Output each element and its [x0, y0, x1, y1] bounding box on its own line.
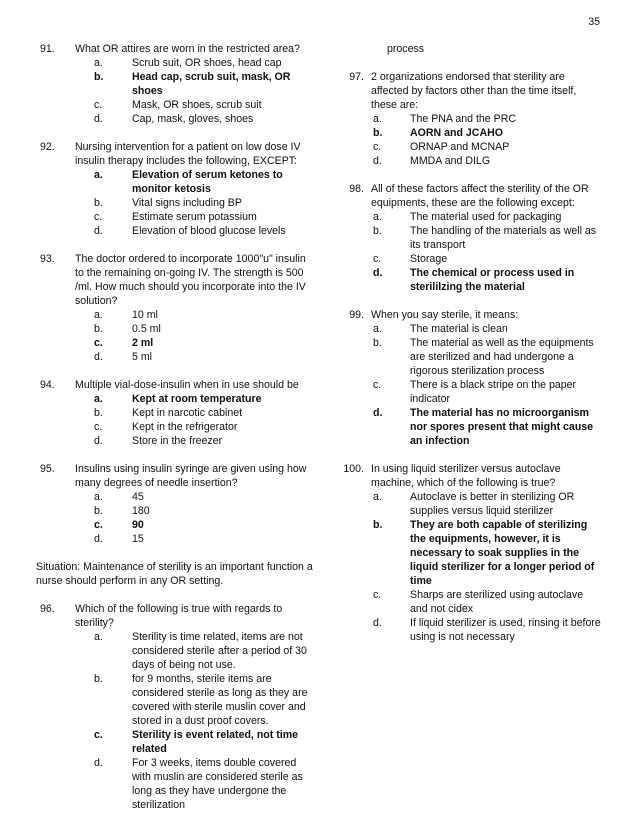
option-text: Elevation of serum ketones to monitor ketosis	[132, 169, 283, 195]
left-column	[36, 42, 316, 826]
option-text: AORN and JCAHO	[410, 127, 503, 139]
option-letter: d.	[94, 225, 103, 237]
option-text: The material has no microorganism nor spores present that might cause an infection	[410, 407, 594, 447]
question-96	[36, 602, 316, 812]
option-text: Head cap, scrub suit, mask, OR shoes	[132, 71, 291, 97]
question-number: 99.	[349, 309, 364, 321]
answer-option	[371, 518, 602, 588]
answer-option	[75, 350, 316, 364]
answer-options	[371, 112, 602, 168]
answer-option	[75, 322, 316, 336]
answer-option	[75, 112, 316, 126]
answer-option	[75, 210, 316, 224]
option-text: Elevation of blood glucose levels	[132, 225, 286, 237]
answer-option	[371, 266, 602, 294]
option-letter: d.	[94, 435, 103, 447]
option-letter: c.	[94, 99, 103, 111]
answer-option	[371, 210, 602, 224]
answer-options	[371, 322, 602, 448]
question-number: 95.	[40, 463, 55, 475]
option-letter: a.	[373, 211, 382, 223]
answer-option	[75, 70, 316, 98]
answer-option	[75, 196, 316, 210]
answer-option	[75, 406, 316, 420]
answer-option	[75, 224, 316, 238]
question-91	[36, 42, 316, 126]
question-number: 96.	[40, 603, 55, 615]
option-letter: b.	[94, 197, 103, 209]
option-letter: c.	[94, 519, 103, 531]
question-stem: Nursing intervention for a patient on low dose IV insulin therapy includes the following, EXCEPT:	[75, 141, 301, 167]
option-letter: a.	[94, 309, 103, 321]
answer-option	[75, 518, 316, 532]
option-text: Sharps are sterilized using autoclave and not cidex	[410, 589, 584, 615]
answer-option	[371, 406, 602, 448]
answer-option	[75, 420, 316, 434]
option-letter: d.	[94, 351, 103, 363]
option-letter: a.	[94, 631, 103, 643]
question-stem: 2 organizations endorsed that sterility are affected by factors other than the time itself, these are:	[371, 71, 577, 111]
page-number: 35	[588, 16, 600, 28]
answer-option	[75, 532, 316, 546]
answer-option	[75, 98, 316, 112]
option-text: 10 ml	[132, 309, 158, 321]
option-text: Kept in narcotic cabinet	[132, 407, 243, 419]
option-letter: c.	[94, 337, 103, 349]
answer-option	[75, 168, 316, 196]
answer-option	[371, 154, 602, 168]
option-text: ORNAP and MCNAP	[410, 141, 510, 153]
answer-option	[371, 126, 602, 140]
option-text: The material as well as the equipments are sterilized and had undergone a rigorous sterilization process	[410, 337, 594, 377]
option-text: Kept in the refrigerator	[132, 421, 238, 433]
option-text: Cap, mask, gloves, shoes	[132, 113, 254, 125]
answer-option	[75, 756, 316, 812]
answer-option	[371, 322, 602, 336]
question-number: 93.	[40, 253, 55, 265]
answer-option	[75, 392, 316, 406]
option-text: Scrub suit, OR shoes, head cap	[132, 57, 282, 69]
option-letter: c.	[94, 211, 103, 223]
answer-option	[75, 672, 316, 728]
option-letter: b.	[94, 673, 103, 685]
option-letter: a.	[94, 393, 103, 405]
option-text: Store in the freezer	[132, 435, 223, 447]
option-text: If liquid sterilizer is used, rinsing it before using is not necessary	[410, 617, 601, 643]
answer-option	[371, 224, 602, 252]
option-text: The material is clean	[410, 323, 508, 335]
question-95	[36, 462, 316, 546]
option-text: The handling of the materials as well as its transport	[410, 225, 597, 251]
option-text: Estimate serum potassium	[132, 211, 257, 223]
option-letter: a.	[373, 113, 382, 125]
option-text: For 3 weeks, items double covered with muslin are considered sterile as long as they have undergone the sterilization	[132, 757, 303, 811]
question-number: 98.	[349, 183, 364, 195]
question-stem: Insulins using insulin syringe are given using how many degrees of needle insertion?	[75, 463, 307, 489]
option-text: They are both capable of sterilizing the equipments, however, it is necessary to soak supplies in the liquid sterilizer for a longer period of time	[410, 519, 595, 587]
option-text: 90	[132, 519, 144, 531]
option-letter: c.	[373, 253, 382, 265]
option-text: Sterility is event related, not time related	[132, 729, 299, 755]
answer-option	[371, 252, 602, 266]
option-letter: b.	[373, 225, 382, 237]
option-text: 5 ml	[132, 351, 153, 363]
option-letter: d.	[94, 757, 103, 769]
option-letter: b.	[373, 337, 382, 349]
answer-options	[75, 168, 316, 238]
option-text: 15	[132, 533, 144, 545]
right-column	[330, 42, 602, 658]
answer-option	[371, 112, 602, 126]
answer-option	[371, 490, 602, 518]
situation-text: Situation: Maintenance of sterility is an important function a nurse should perform in any OR setting.	[36, 561, 313, 587]
answer-option	[371, 336, 602, 378]
answer-option	[75, 308, 316, 322]
question-92	[36, 140, 316, 238]
option-letter: d.	[94, 533, 103, 545]
answer-options	[75, 630, 316, 812]
question-number: 100.	[343, 463, 364, 475]
option-text: for 9 months, sterile items are considered sterile as long as they are covered with sterile muslin cover and stored in a dust proof covers.	[132, 673, 308, 727]
question-stem: What OR attires are worn in the restricted area?	[75, 43, 300, 55]
option-text: Mask, OR shoes, scrub suit	[132, 99, 262, 111]
question-stem: The doctor ordered to incorporate 1000"u" insulin to the remaining on-going IV. The strength is 500 /ml. How much should you incorporate into the IV solution?	[75, 253, 306, 307]
option-letter: b.	[373, 519, 383, 531]
question-stem: In using liquid sterilizer versus autoclave machine, which of the following is true?	[371, 463, 561, 489]
option-letter: a.	[373, 323, 382, 335]
option-text: Vital signs including BP	[132, 197, 242, 209]
option-text: 0.5 ml	[132, 323, 161, 335]
option-letter: d.	[373, 155, 382, 167]
question-stem: When you say sterile, it means:	[371, 309, 519, 321]
question-97	[330, 70, 602, 168]
question-94	[36, 378, 316, 448]
question-number: 97.	[349, 71, 364, 83]
option-text: 180	[132, 505, 150, 517]
continuation-text: process	[387, 43, 425, 55]
answer-option	[75, 56, 316, 70]
answer-options	[371, 490, 602, 644]
option-text: Storage	[410, 253, 448, 265]
option-text: Autoclave is better in sterilizing OR supplies versus liquid sterilizer	[410, 491, 575, 517]
option-letter: d.	[373, 617, 382, 629]
option-text: The PNA and the PRC	[410, 113, 516, 125]
option-letter: a.	[373, 491, 382, 503]
answer-options	[75, 56, 316, 126]
option-letter: a.	[94, 491, 103, 503]
option-letter: d.	[94, 113, 103, 125]
option-text: The material used for packaging	[410, 211, 562, 223]
option-text: MMDA and DILG	[410, 155, 491, 167]
answer-option	[75, 336, 316, 350]
answer-option	[75, 434, 316, 448]
answer-options	[75, 490, 316, 546]
option-letter: c.	[94, 421, 103, 433]
option-text: The chemical or process used in sterililzing the material	[410, 267, 575, 293]
option-letter: c.	[373, 589, 382, 601]
question-93	[36, 252, 316, 364]
option-text: Sterility is time related, items are not considered sterile after a period of 30 days of being not use.	[132, 631, 307, 671]
option-letter: b.	[94, 505, 103, 517]
option-letter: b.	[94, 323, 103, 335]
answer-options	[371, 210, 602, 294]
answer-options	[75, 308, 316, 364]
answer-option	[75, 504, 316, 518]
option-letter: c.	[94, 729, 103, 741]
answer-option	[371, 616, 602, 644]
answer-option	[75, 490, 316, 504]
option-letter: c.	[373, 141, 382, 153]
answer-option	[75, 728, 316, 756]
answer-option	[371, 378, 602, 406]
option-letter: b.	[94, 71, 104, 83]
option-letter: a.	[94, 169, 103, 181]
question-stem: Multiple vial-dose-insulin when in use should be	[75, 379, 299, 391]
question-number: 92.	[40, 141, 55, 153]
question-100	[330, 462, 602, 644]
option-letter: c.	[373, 379, 382, 391]
answer-option	[371, 588, 602, 616]
answer-option	[75, 630, 316, 672]
option-letter: b.	[373, 127, 383, 139]
option-text: 2 ml	[132, 337, 154, 349]
option-letter: a.	[94, 57, 103, 69]
option-letter: d.	[373, 407, 383, 419]
answer-options	[75, 392, 316, 448]
question-98	[330, 182, 602, 294]
option-text: Kept at room temperature	[132, 393, 262, 405]
question-99	[330, 308, 602, 448]
option-letter: d.	[373, 267, 383, 279]
answer-option	[371, 140, 602, 154]
question-number: 91.	[40, 43, 55, 55]
question-stem: Which of the following is true with regards to sterility?	[75, 603, 283, 629]
question-stem: All of these factors affect the sterility of the OR equipments, these are the following except:	[371, 183, 589, 209]
option-text: 45	[132, 491, 144, 503]
option-text: There is a black stripe on the paper indicator	[410, 379, 577, 405]
option-letter: b.	[94, 407, 103, 419]
question-number: 94.	[40, 379, 55, 391]
